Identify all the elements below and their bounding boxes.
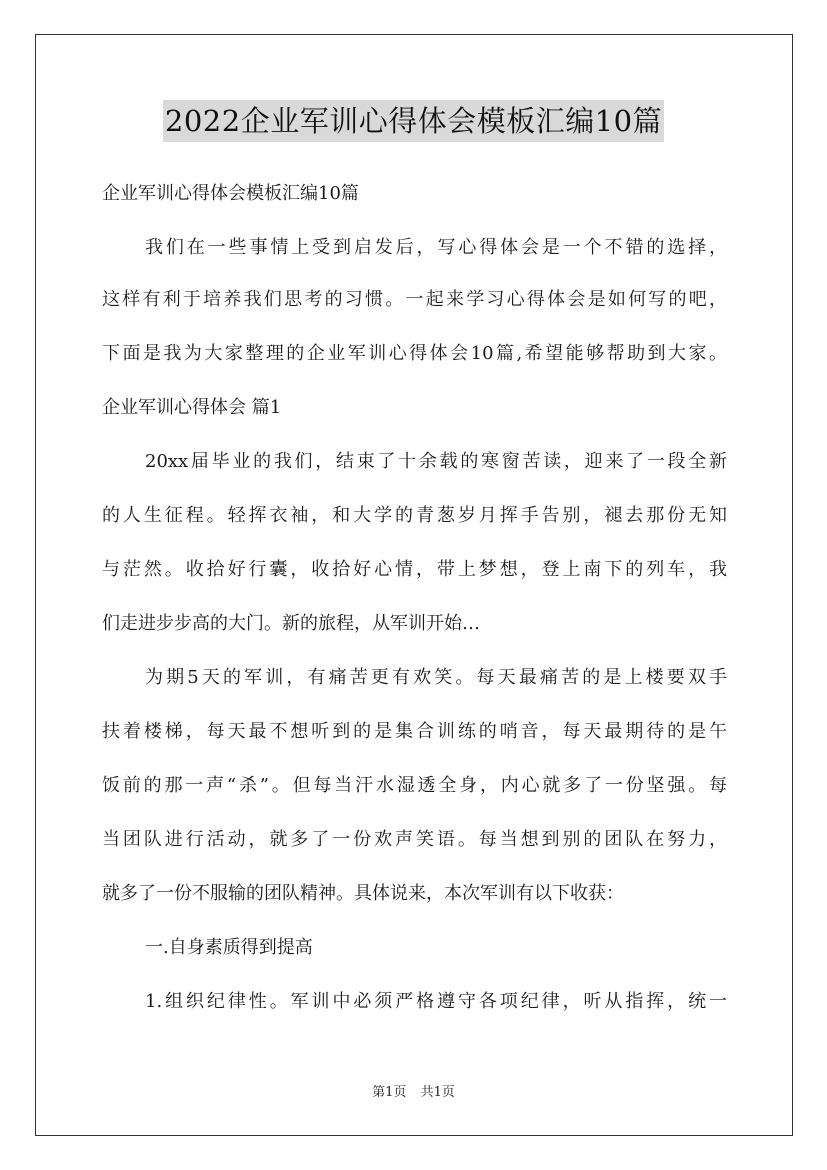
paragraph-line: 这样有利于培养我们思考的习惯。一起来学习心得体会是如何写的吧， <box>102 289 727 310</box>
section-heading: 企业军训心得体会 篇1 <box>102 397 282 418</box>
paragraph-line: 20xx届毕业的我们，结束了十余载的寒窗苦读，迎来了一段全新 <box>145 451 727 472</box>
paragraph-line: 下面是我为大家整理的企业军训心得体会10篇,希望能够帮助到大家。 <box>102 343 727 364</box>
subtitle-line: 企业军训心得体会模板汇编10篇 <box>102 183 359 204</box>
paragraph-line: 为期5天的军训，有痛苦更有欢笑。每天最痛苦的是上楼要双手 <box>145 667 727 688</box>
paragraph-line: 的人生征程。轻挥衣袖，和大学的青葱岁月挥手告别，褪去那份无知 <box>102 505 727 526</box>
page-number: 第1页 <box>372 1085 407 1100</box>
paragraph-line: 我们在一些事情上受到启发后，写心得体会是一个不错的选择， <box>145 237 727 258</box>
paragraph-line: 就多了一份不服输的团队精神。具体说来，本次军训有以下收获： <box>102 883 624 904</box>
subsection-heading: 一.自身素质得到提高 <box>145 937 313 958</box>
page-total: 共1页 <box>420 1085 455 1100</box>
paragraph-line: 与茫然。收拾好行囊，收拾好心情，带上梦想，登上南下的列车，我 <box>102 559 727 580</box>
title-wrapper <box>0 100 827 142</box>
paragraph-line: 扶着楼梯，每天最不想听到的是集合训练的哨音，每天最期待的是午 <box>102 721 727 742</box>
page-footer <box>0 1081 827 1100</box>
paragraph-line: 1.组织纪律性。军训中必须严格遵守各项纪律，听从指挥，统一 <box>145 991 727 1012</box>
document-title: 2022企业军训心得体会模板汇编10篇 <box>163 100 664 142</box>
paragraph-line: 当团队进行活动，就多了一份欢声笑语。每当想到别的团队在努力， <box>102 829 727 850</box>
paragraph-line: 饭前的那一声“杀”。但每当汗水湿透全身，内心就多了一份坚强。每 <box>102 775 727 796</box>
paragraph-line: 们走进步步高的大门。新的旅程，从军训开始… <box>102 613 480 634</box>
